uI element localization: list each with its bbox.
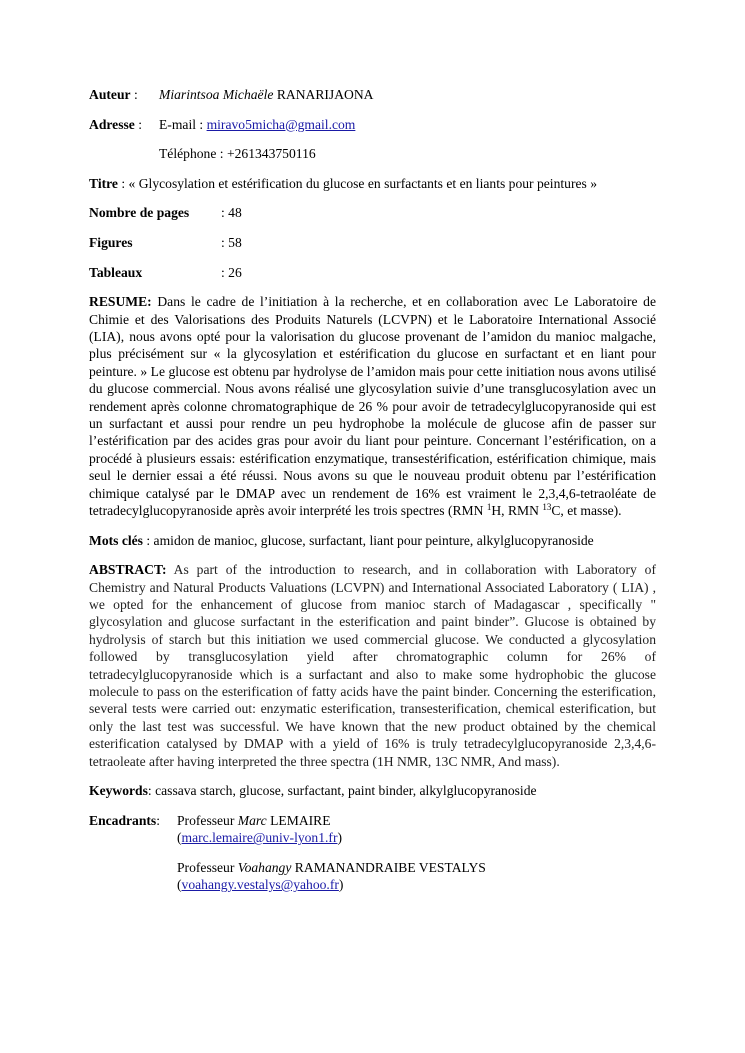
resume-sup-13: 13 bbox=[542, 502, 552, 513]
title-line bbox=[89, 175, 597, 192]
abstract-text: As part of the introduction to research, and in collaboration with Laboratory of Chemistry and Natural Products Valuations (LCVPN) and International Associated Laboratory ( LIA) , we opted for the enhancement of glucose from manioc starch of Madagascar , specifically " glycosylation and glucose surfactant in the esterification and paint binder”. Glucose is obtained by hydrolysis of starch but this initiation we used commercial glucose. We conducted a glycosylation followed by transglucosylation yield after chromatographic column for 26% of tetradecylglucopyranoside which is a surfactant and also to make some hydrophobic the glucose molecule to pass on the esterification of fatty acids have the paint binder. Concerning the esterification, several tests were carried out: enzymatic esterification, transesterification, chemical esterification, but only the last test was successful. We have known that the new product obtained by the chemical esterification catalysed by DMAP with a yield of 16% is truly tetradecylglucopyranoside 2,3,4,6-tetraoleate after having interpreted the three spectra (1H NMR, 13C NMR, And mass). bbox=[89, 562, 656, 769]
supervisors-sep: : bbox=[156, 812, 161, 828]
supervisor-email-link[interactable]: voahangy.vestalys@yahoo.fr bbox=[181, 877, 339, 893]
supervisor-prefix: Professeur bbox=[177, 859, 238, 875]
resume-paragraph bbox=[89, 293, 656, 519]
supervisor-first-name: Voahangy bbox=[237, 859, 292, 875]
supervisors-label-cell bbox=[89, 812, 177, 906]
supervisor-email-line: (voahangy.vestalys@yahoo.fr) bbox=[177, 877, 344, 893]
supervisor-first-name: Marc bbox=[237, 812, 267, 828]
address-label: Adresse bbox=[89, 116, 135, 132]
resume-mid: H, RMN bbox=[491, 503, 543, 519]
keywords-text: : cassava starch, glucose, surfactant, paint binder, alkylglucopyranoside bbox=[147, 783, 537, 799]
keywords-line bbox=[89, 782, 656, 799]
supervisors-label: Encadrants bbox=[89, 812, 157, 828]
supervisor-name bbox=[177, 812, 486, 829]
supervisor-entry bbox=[177, 812, 486, 847]
supervisor-email-line: (marc.lemaire@univ-lyon1.fr) bbox=[177, 830, 343, 846]
resume-label: RESUME: bbox=[89, 294, 152, 310]
author-last-name: RANARIJAONA bbox=[276, 87, 374, 102]
document-page bbox=[89, 86, 656, 906]
author-label-cell bbox=[89, 86, 159, 103]
stat-label: Figures bbox=[89, 234, 133, 250]
resume-sup-1: 1 bbox=[486, 502, 492, 513]
supervisors-section bbox=[89, 812, 656, 906]
mots-cles-text: : amidon de manioc, glucose, surfactant, liant pour peinture, alkylglucopyranoside bbox=[142, 532, 594, 548]
email-label: E-mail : bbox=[159, 116, 207, 132]
author-name bbox=[159, 86, 373, 103]
stat-value: : 48 bbox=[221, 205, 242, 221]
supervisors-list bbox=[177, 812, 486, 906]
author-row bbox=[89, 86, 656, 103]
stat-value: : 58 bbox=[221, 234, 242, 250]
address-sep: : bbox=[134, 116, 142, 132]
resume-end: C, et masse). bbox=[551, 503, 622, 519]
stat-label: Nombre de pages bbox=[89, 205, 190, 221]
stat-label: Tableaux bbox=[89, 264, 143, 280]
stat-row bbox=[89, 234, 656, 251]
supervisor-last-name: RAMANANDRAIBE VESTALYS bbox=[291, 859, 486, 875]
author-label: Auteur bbox=[89, 87, 131, 102]
supervisor-prefix: Professeur bbox=[177, 812, 238, 828]
title-text: : « Glycosylation et estérification du glucose en surfactants et en liants pour peintures » bbox=[117, 175, 598, 191]
author-first-names: Miarintsoa Michaële bbox=[159, 87, 274, 102]
supervisor-name bbox=[177, 859, 486, 876]
keywords-label: Keywords bbox=[89, 783, 148, 799]
stat-row bbox=[89, 264, 656, 281]
abstract-label: ABSTRACT: bbox=[89, 562, 167, 578]
abstract-paragraph bbox=[89, 561, 656, 770]
title-label: Titre bbox=[89, 175, 118, 191]
supervisor-last-name: LEMAIRE bbox=[266, 812, 331, 828]
email-link[interactable]: miravo5micha@gmail.com bbox=[206, 116, 356, 132]
supervisor-email-link[interactable]: marc.lemaire@univ-lyon1.fr bbox=[181, 830, 338, 846]
phone-line: Téléphone : +261343750116 bbox=[159, 146, 316, 162]
stat-row bbox=[89, 204, 656, 221]
address-row bbox=[89, 116, 656, 133]
author-sep: : bbox=[130, 87, 138, 102]
mots-cles-label: Mots clés bbox=[89, 532, 143, 548]
stat-value: : 26 bbox=[221, 264, 242, 280]
mots-cles-line bbox=[89, 532, 656, 549]
resume-text: Dans le cadre de l’initiation à la recherche, et en collaboration avec Le Laboratoire de Chimie et des Valorisations des Produits Naturels (LCVPN) et le Laboratoire International Associé (LIA), nous avons opté pour la valorisation du glucose provenant de l’amidon du manioc malgache, plus précisément sur « la glycosylation et estérification du glucose en surfactant et en liant pour peinture. » Le glucose est obtenu par hydrolyse de l’amidon mais pour cette initiation nous avons utilisé du glucose commercial. Nous avons réalisé une glycosylation suivie d’une transglucosylation avec un rendement après colonne chromatographique de 26 % pour avoir de tetradecylglucopyranoside qui est un surfactant et aussi pour rendre un peu hydrophobe la molécule de glucose afin de passer sur l’estérification par des acides gras pour avoir du liant pour peinture. Concernant l’estérification, on a procédé à plusieurs essais: estérification enzymatique, transestérification, estérification chimique, mais seul le dernier essai a été réussi. Nous avons su que le nouveau produit obtenu par l’estérification chimique catalysé par le DMAP avec un rendement de 16% est vraiment le 2,3,4,6-tetraoléate de tetradecylglucopyranoside après avoir interprété les trois spectres (RMN bbox=[89, 294, 656, 519]
title-row bbox=[89, 175, 656, 192]
address-label-cell bbox=[89, 116, 159, 133]
email-line bbox=[159, 116, 355, 133]
supervisor-entry bbox=[177, 859, 486, 894]
